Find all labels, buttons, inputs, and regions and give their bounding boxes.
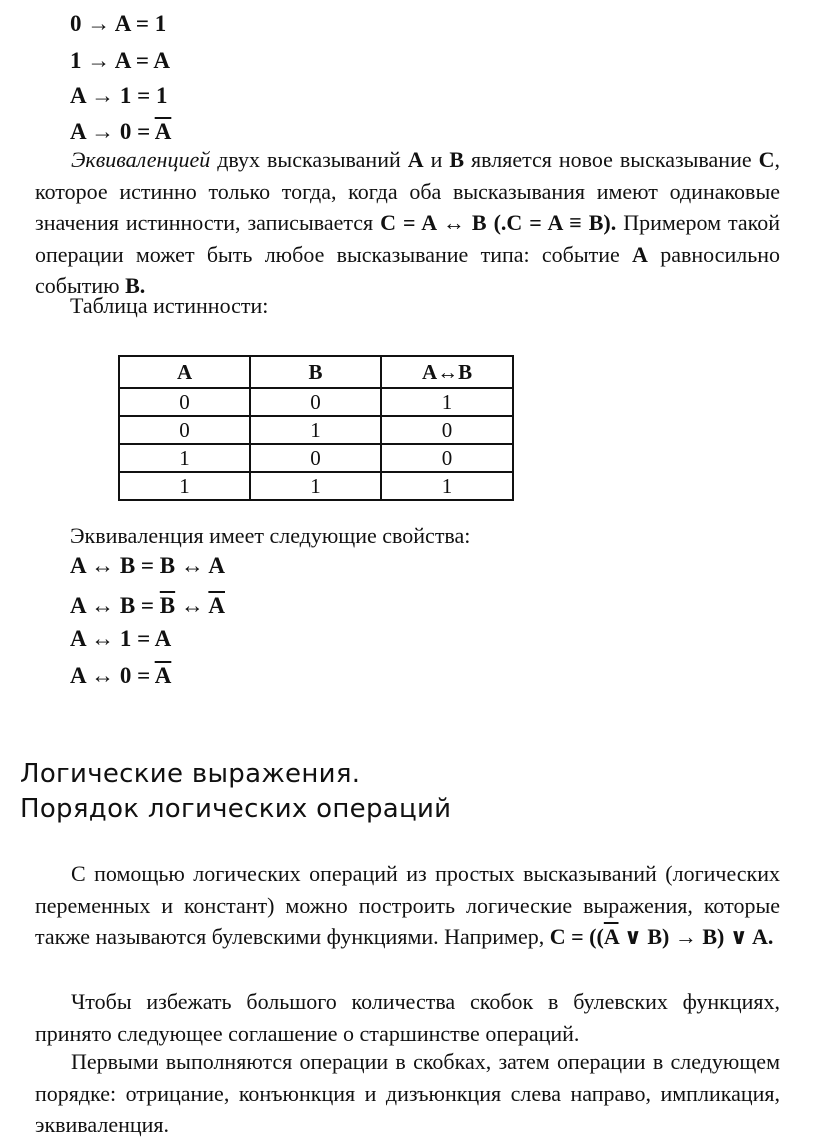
var-a: A: [407, 147, 424, 172]
term-italic: Эквиваленцией: [71, 147, 211, 172]
formula-line: [70, 10, 166, 38]
var-a: A: [632, 241, 648, 267]
table-cell: 1: [250, 472, 381, 500]
property-line: [70, 592, 225, 620]
formula-op: ↔: [175, 593, 209, 618]
table-cell: 0: [119, 388, 250, 416]
text-run: Первыми выполняются операции в скобках, затем операции в следующем порядке: отрицание, конъюнкция и дизъюнкция слева направо, импликация, эквиваленция.: [35, 1049, 780, 1137]
text-run: равносильно событию: [35, 241, 780, 298]
table-cell: 1: [381, 388, 513, 416]
formula-rhs: 1: [155, 83, 168, 108]
text-run: Чтобы избежать большого количества скобок в булевских функциях, принято следующее соглашение о старшинстве операций.: [35, 989, 780, 1046]
formula-lhs: 1 → A =: [70, 48, 154, 73]
var-a-negated: $\overline{A}$: [603, 924, 619, 949]
formula-inline: C = ((: [549, 924, 604, 949]
table-cell: 0: [119, 416, 250, 444]
property-line: A ↔ 1 = A: [70, 626, 172, 651]
var-c: C: [758, 147, 775, 172]
table-row: [119, 388, 513, 416]
equivalence-paragraph: [35, 144, 780, 302]
table-row: [119, 472, 513, 500]
var-b: B: [449, 147, 465, 172]
table-header-row: [119, 356, 513, 388]
formula-line: [70, 82, 167, 110]
table-cell: 1: [119, 444, 250, 472]
table-cell: 1: [381, 472, 513, 500]
column-header: A↔B: [381, 356, 513, 388]
text-run: двух высказываний: [210, 147, 408, 172]
property-line: [70, 662, 171, 690]
formula-lhs: A ↔ B =: [70, 593, 160, 618]
formula-lhs: A ↔ 0 =: [70, 663, 155, 688]
table-cell: 0: [381, 444, 513, 472]
table-cell: 1: [119, 472, 250, 500]
var-b: B.: [125, 273, 146, 298]
var-a-negated: $\overline{A}$: [208, 593, 225, 618]
paragraph: [35, 1046, 780, 1141]
formula-rhs-negated: $\overline{A}$: [154, 119, 172, 144]
formula-inline: ∨ B) → B) ∨ A.: [618, 924, 774, 949]
var-a-negated: $\overline{A}$: [154, 663, 172, 688]
section-heading-line2: Порядок логических операций: [20, 794, 452, 824]
text-run: , которое истинно только тогда, когда оба высказывания имеют одинаковые значения истинности, записывается: [35, 147, 780, 235]
table-row: [119, 444, 513, 472]
table-cell: 0: [250, 388, 381, 416]
formula-inline: C = A ↔ B: [380, 210, 487, 235]
formula-rhs: 1: [154, 11, 167, 36]
table-cell: 0: [250, 444, 381, 472]
formula-lhs: A → 1 =: [70, 83, 156, 108]
text-run: Примером такой операции может быть любое высказывание типа: событие: [35, 210, 781, 267]
formula-lhs: A → 0 =: [70, 119, 155, 144]
column-header: B: [250, 356, 381, 388]
paragraph: [35, 858, 780, 953]
column-header: A: [119, 356, 250, 388]
table-cell: 1: [250, 416, 381, 444]
formula-lhs: 0 → A =: [70, 11, 155, 36]
paragraph: [35, 986, 780, 1049]
properties-intro: Эквиваленция имеет следующие свойства:: [70, 523, 471, 548]
table-cell: 0: [381, 416, 513, 444]
formula-rhs: A: [153, 48, 171, 73]
formula-line: [70, 47, 170, 75]
table-row: [119, 416, 513, 444]
formula-inline: (.C = A ≡ B).: [493, 210, 617, 235]
property-line: A ↔ B = B ↔ A: [70, 553, 225, 578]
text-run: и: [423, 147, 450, 172]
text-run: является новое высказывание: [464, 147, 759, 172]
var-b-negated: $\overline{B}$: [159, 593, 176, 618]
text-run: С помощью логических операций из простых высказываний (логических переменных и констант) можно построить логические выражения, которые также называются булевскими функциями. Например,: [35, 861, 780, 949]
table-caption: Таблица истинности:: [70, 293, 269, 318]
formula-line: [70, 118, 171, 146]
truth-table: [118, 355, 514, 501]
section-heading-line1: Логические выражения.: [20, 759, 361, 789]
